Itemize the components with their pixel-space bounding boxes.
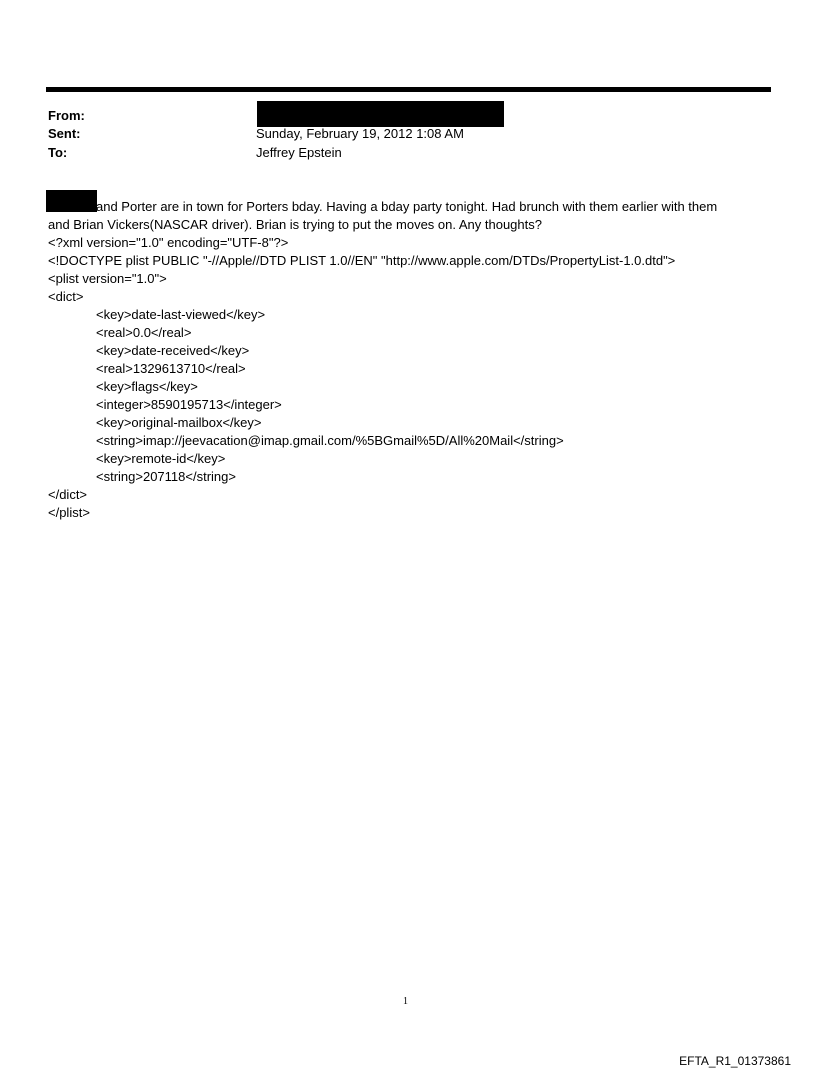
- plist-line: <plist version="1.0">: [48, 271, 167, 286]
- plist-line: <real>1329613710</real>: [96, 361, 246, 376]
- to-label: To:: [48, 145, 68, 160]
- bates-number: EFTA_R1_01373861: [679, 1054, 791, 1068]
- body-line-2: and Brian Vickers(NASCAR driver). Brian is trying to put the moves on. Any thoughts?: [48, 217, 542, 232]
- from-label: From:: [48, 108, 85, 123]
- to-value: Jeffrey Epstein: [256, 145, 342, 160]
- plist-line: <string>imap://jeevacation@imap.gmail.com/%5BGmail%5D/All%20Mail</string>: [96, 433, 564, 448]
- plist-line: </dict>: [48, 487, 88, 502]
- plist-line: <key>remote-id</key>: [96, 451, 226, 466]
- plist-line: </plist>: [48, 505, 90, 520]
- plist-line: <key>date-last-viewed</key>: [96, 307, 266, 322]
- plist-line: <real>0.0</real>: [96, 325, 192, 340]
- name-redaction: [46, 190, 97, 212]
- to-row: [48, 144, 528, 162]
- page-number: 1: [403, 996, 408, 1007]
- plist-line: <key>flags</key>: [96, 379, 198, 394]
- plist-line: <key>original-mailbox</key>: [96, 415, 262, 430]
- plist-line: <key>date-received</key>: [96, 343, 250, 358]
- header-rule: [46, 87, 771, 92]
- plist-line: <?xml version="1.0" encoding="UTF-8"?>: [48, 235, 289, 250]
- plist-line: <!DOCTYPE plist PUBLIC "-//Apple//DTD PLIST 1.0//EN" "http://www.apple.com/DTDs/PropertyList-1.0.dtd">: [48, 253, 676, 268]
- sent-row: [48, 125, 528, 143]
- body-line-1: and Porter are in town for Porters bday. Having a bday party tonight. Had brunch with them earlier with them: [96, 199, 718, 214]
- plist-line: <dict>: [48, 289, 84, 304]
- plist-line: <string>207118</string>: [96, 469, 236, 484]
- plist-line: <integer>8590195713</integer>: [96, 397, 282, 412]
- sent-label: Sent:: [48, 126, 81, 141]
- sent-value: Sunday, February 19, 2012 1:08 AM: [256, 126, 464, 141]
- sender-redaction: [257, 101, 504, 127]
